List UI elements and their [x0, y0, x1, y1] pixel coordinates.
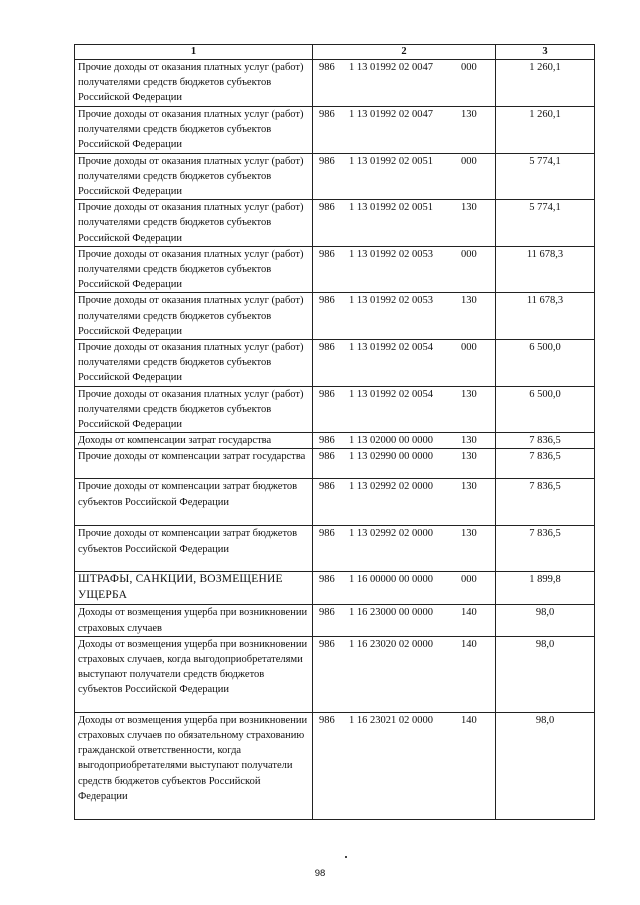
row-subcode: 000 [461, 342, 477, 354]
row-admin: 986 [319, 481, 335, 493]
row-amount: 7 836,5 [496, 449, 595, 479]
row-subcode: 140 [461, 607, 477, 619]
row-admin: 986 [319, 607, 335, 619]
row-code-cell [313, 153, 496, 200]
header-col-3: 3 [496, 45, 595, 60]
row-amount: 5 774,1 [496, 200, 595, 247]
row-admin: 986 [319, 435, 335, 447]
row-name: Доходы от возмещения ущерба при возникновении страховых случаев по обязательному страхованию гражданской ответственности, когда выгодоприобретателями выступают получатели средств бюджетов субъектов Российской Федерации [75, 712, 313, 819]
row-kbk: 1 13 01992 02 0047 [349, 62, 433, 73]
row-kbk: 1 13 01992 02 0047 [349, 109, 433, 120]
row-kbk: 1 16 23021 02 0000 [349, 714, 433, 726]
table-row [75, 60, 595, 107]
table-row [75, 246, 595, 293]
row-code-cell [313, 526, 496, 572]
row-amount: 7 836,5 [496, 526, 595, 572]
row-kbk: 1 13 01992 02 0054 [349, 388, 433, 400]
table-row [75, 386, 595, 433]
row-kbk: 1 13 01992 02 0054 [349, 342, 433, 354]
row-admin: 986 [319, 248, 335, 260]
row-kbk: 1 13 01992 02 0051 [349, 202, 433, 214]
row-amount: 5 774,1 [496, 153, 595, 200]
page-mark [345, 856, 347, 858]
table-row [75, 433, 595, 449]
row-name: Прочие доходы от оказания платных услуг (работ) получателями средств бюджетов субъектов Российской Федерации [75, 200, 313, 247]
row-name: Прочие доходы от оказания платных услуг (работ) получателями средств бюджетов субъектов Российской Федерации [75, 340, 313, 387]
row-kbk: 1 13 02000 00 0000 [349, 435, 433, 447]
row-admin: 986 [319, 109, 335, 120]
row-name: Прочие доходы от оказания платных услуг (работ) получателями средств бюджетов субъектов Российской Федерации [75, 386, 313, 433]
row-code-cell [313, 246, 496, 293]
row-subcode: 130 [461, 451, 477, 463]
row-admin: 986 [319, 638, 335, 650]
row-subcode: 000 [461, 62, 477, 73]
row-code-cell [313, 60, 496, 107]
row-amount: 98,0 [496, 712, 595, 819]
table-row [75, 340, 595, 387]
table-header-row [75, 45, 595, 60]
header-col-1: 1 [75, 45, 313, 60]
row-amount: 98,0 [496, 636, 595, 712]
row-amount: 7 836,5 [496, 479, 595, 526]
row-code-cell [313, 386, 496, 433]
row-subcode: 130 [461, 435, 477, 447]
row-name: Прочие доходы от оказания платных услуг (работ) получателями средств бюджетов субъектов Российской Федерации [75, 246, 313, 293]
row-subcode: 000 [461, 248, 477, 260]
row-amount: 6 500,0 [496, 386, 595, 433]
table-row [75, 200, 595, 247]
row-amount: 1 899,8 [496, 572, 595, 605]
row-name: Прочие доходы от компенсации затрат государства [75, 449, 313, 479]
row-name: Доходы от компенсации затрат государства [75, 433, 313, 449]
row-code-cell [313, 605, 496, 636]
table-row [75, 449, 595, 479]
row-kbk: 1 13 01992 02 0053 [349, 295, 433, 307]
row-admin: 986 [319, 451, 335, 463]
table-row [75, 636, 595, 712]
table-row [75, 572, 595, 605]
table-row [75, 153, 595, 200]
row-subcode: 000 [461, 155, 477, 167]
row-subcode: 130 [461, 202, 477, 214]
row-admin: 986 [319, 295, 335, 307]
row-name: ШТРАФЫ, САНКЦИИ, ВОЗМЕЩЕНИЕ УЩЕРБА [75, 572, 313, 605]
row-code-cell [313, 293, 496, 340]
table-row [75, 479, 595, 526]
row-subcode: 130 [461, 528, 477, 540]
row-subcode: 130 [461, 481, 477, 493]
row-code-cell [313, 340, 496, 387]
row-name: Доходы от возмещения ущерба при возникновении страховых случаев, когда выгодоприобретателями выступают получатели средств бюджетов субъектов Российской Федерации [75, 636, 313, 712]
row-name: Прочие доходы от компенсации затрат бюджетов субъектов Российской Федерации [75, 479, 313, 526]
table-row [75, 605, 595, 636]
row-subcode: 140 [461, 714, 477, 726]
budget-revenue-table [74, 44, 595, 820]
row-code-cell [313, 712, 496, 819]
row-admin: 986 [319, 202, 335, 214]
header-col-2: 2 [313, 45, 496, 60]
row-admin: 986 [319, 342, 335, 354]
row-name: Прочие доходы от оказания платных услуг (работ) получателями средств бюджетов субъектов Российской Федерации [75, 60, 313, 107]
row-kbk: 1 16 23020 02 0000 [349, 638, 433, 650]
row-code-cell [313, 107, 496, 154]
row-admin: 986 [319, 155, 335, 167]
row-subcode: 130 [461, 388, 477, 400]
row-name: Доходы от возмещения ущерба при возникновении страховых случаев [75, 605, 313, 636]
row-code-cell [313, 449, 496, 479]
table-row [75, 293, 595, 340]
row-code-cell [313, 433, 496, 449]
row-code-cell [313, 200, 496, 247]
row-kbk: 1 13 01992 02 0053 [349, 248, 433, 260]
row-amount: 11 678,3 [496, 246, 595, 293]
row-kbk: 1 13 02992 02 0000 [349, 528, 433, 540]
row-amount: 7 836,5 [496, 433, 595, 449]
row-subcode: 140 [461, 638, 477, 650]
row-kbk: 1 16 00000 00 0000 [349, 574, 433, 586]
row-subcode: 000 [461, 574, 477, 586]
row-amount: 6 500,0 [496, 340, 595, 387]
row-subcode: 130 [461, 295, 477, 307]
row-amount: 1 260,1 [496, 60, 595, 107]
table-row [75, 107, 595, 154]
row-amount: 1 260,1 [496, 107, 595, 154]
row-admin: 986 [319, 714, 335, 726]
page-number: 98 [314, 868, 326, 879]
table-row [75, 712, 595, 819]
row-code-cell [313, 636, 496, 712]
row-kbk: 1 13 02990 00 0000 [349, 451, 433, 463]
table-row [75, 526, 595, 572]
row-kbk: 1 13 01992 02 0051 [349, 155, 433, 167]
row-admin: 986 [319, 62, 335, 73]
row-admin: 986 [319, 528, 335, 540]
row-subcode: 130 [461, 109, 477, 120]
row-code-cell [313, 572, 496, 605]
row-kbk: 1 13 02992 02 0000 [349, 481, 433, 493]
row-kbk: 1 16 23000 00 0000 [349, 607, 433, 619]
row-amount: 98,0 [496, 605, 595, 636]
row-admin: 986 [319, 388, 335, 400]
row-admin: 986 [319, 574, 335, 586]
row-name: Прочие доходы от оказания платных услуг (работ) получателями средств бюджетов субъектов Российской Федерации [75, 293, 313, 340]
row-name: Прочие доходы от оказания платных услуг (работ) получателями средств бюджетов субъектов Российской Федерации [75, 153, 313, 200]
row-code-cell [313, 479, 496, 526]
row-name: Прочие доходы от компенсации затрат бюджетов субъектов Российской Федерации [75, 526, 313, 572]
row-name: Прочие доходы от оказания платных услуг (работ) получателями средств бюджетов субъектов Российской Федерации [75, 107, 313, 154]
row-amount: 11 678,3 [496, 293, 595, 340]
